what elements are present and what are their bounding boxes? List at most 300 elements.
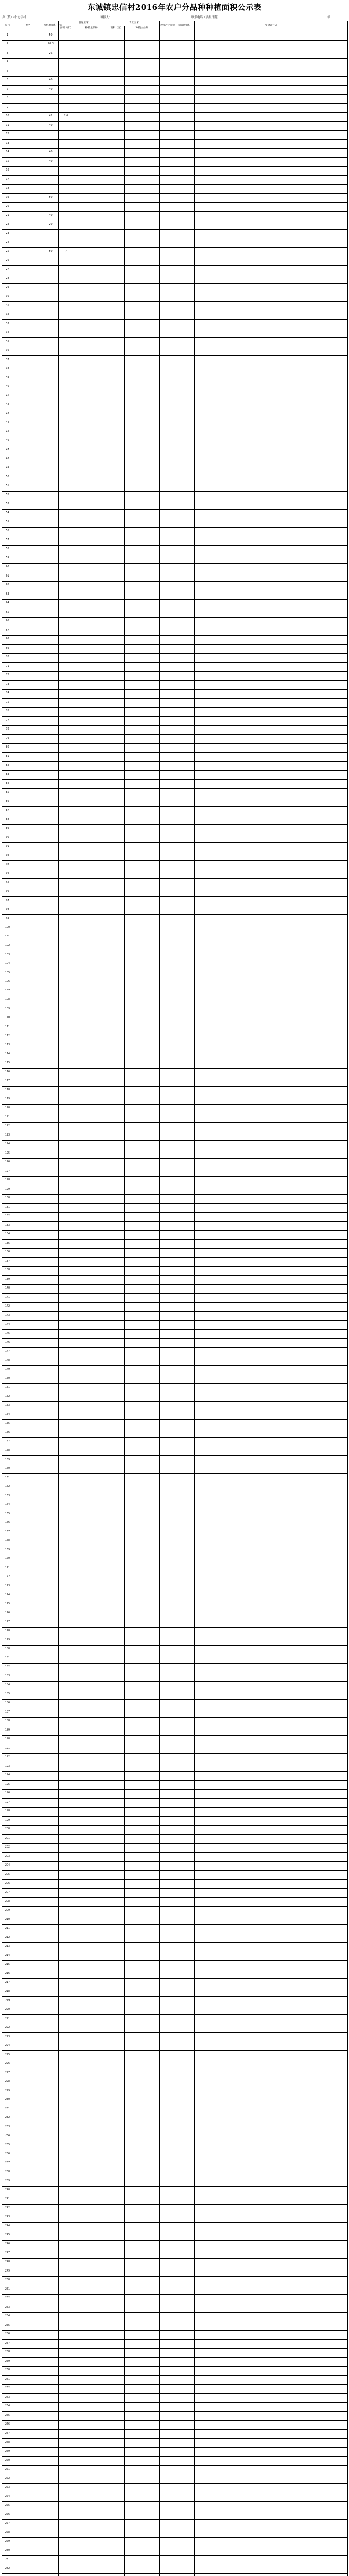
soy-area-cell (109, 67, 125, 77)
table-row (2, 365, 348, 374)
id-number-cell (195, 2294, 348, 2303)
total-area-cell (160, 1258, 177, 1267)
soy-variety-cell (125, 789, 160, 798)
sown-area-cell (177, 302, 195, 311)
soy-area-cell (109, 464, 125, 473)
rice-area-cell (59, 2348, 74, 2358)
sown-area-cell (177, 1276, 195, 1285)
rice-area-cell (59, 1970, 74, 1979)
total-area-cell (160, 2258, 177, 2267)
soy-variety-cell (125, 906, 160, 915)
table-row (2, 1618, 348, 1628)
table-row (2, 1240, 348, 1249)
soy-variety-cell (125, 1609, 160, 1618)
rice-variety-cell (74, 1889, 109, 1898)
total-area-cell (160, 491, 177, 500)
table-row (2, 2402, 348, 2412)
sown-area-cell (177, 1835, 195, 1844)
rice-variety-cell (74, 2376, 109, 2385)
planting-table (2, 21, 348, 2576)
contract-area-cell (43, 428, 59, 437)
contract-area-cell (43, 1266, 59, 1276)
sown-area-cell (177, 1176, 195, 1185)
soy-area-cell (109, 1726, 125, 1736)
sown-area-cell (177, 1961, 195, 1970)
contract-area-cell (43, 1402, 59, 1411)
soy-area-cell (109, 1393, 125, 1402)
soy-area-cell (109, 735, 125, 744)
id-number-cell (195, 1284, 348, 1294)
soy-area-cell (109, 1095, 125, 1105)
rice-variety-cell (74, 2358, 109, 2367)
id-number-cell (195, 2321, 348, 2331)
soy-variety-cell (125, 2529, 160, 2538)
contract-area-cell (43, 1916, 59, 1925)
header-contract-land: 播种面积 (177, 21, 195, 31)
seq-cell: 168 (2, 1537, 13, 1546)
seq-cell: 150 (2, 1375, 13, 1384)
soy-variety-cell (125, 1510, 160, 1519)
sown-area-cell (177, 2060, 195, 2069)
soy-area-cell (109, 2168, 125, 2177)
id-number-cell (195, 933, 348, 942)
soy-variety-cell (125, 2267, 160, 2277)
soy-area-cell (109, 771, 125, 780)
rice-variety-cell (74, 798, 109, 807)
sown-area-cell (177, 2366, 195, 2376)
total-area-cell (160, 311, 177, 320)
soy-area-cell (109, 825, 125, 834)
sown-area-cell (177, 1853, 195, 1862)
contract-area-cell (43, 1149, 59, 1159)
header-seq: 序号 (2, 21, 13, 31)
table-row (2, 284, 348, 293)
soy-variety-cell (125, 1113, 160, 1123)
name-cell (13, 518, 43, 528)
total-area-cell (160, 482, 177, 492)
sown-area-cell (177, 2303, 195, 2313)
id-number-cell (195, 978, 348, 987)
id-number-cell (195, 1979, 348, 1988)
table-row (2, 1735, 348, 1744)
soy-variety-cell (125, 572, 160, 582)
soy-area-cell (109, 2511, 125, 2520)
sown-area-cell (177, 2033, 195, 2042)
soy-area-cell (109, 897, 125, 906)
sown-area-cell (177, 1528, 195, 1537)
rice-area-cell (59, 2051, 74, 2060)
sown-area-cell (177, 1429, 195, 1438)
name-cell (13, 608, 43, 618)
soy-variety-cell (125, 1943, 160, 1952)
seq-cell: 141 (2, 1294, 13, 1303)
rice-area-cell (59, 1799, 74, 1808)
seq-cell: 220 (2, 2006, 13, 2015)
rice-area-cell (59, 1582, 74, 1591)
sown-area-cell (177, 2186, 195, 2195)
table-row (2, 122, 348, 131)
contract-area-cell (43, 2556, 59, 2565)
contract-area-cell (43, 608, 59, 618)
total-area-cell (160, 933, 177, 942)
seq-cell: 108 (2, 996, 13, 1005)
rice-area-cell (59, 1708, 74, 1718)
seq-cell: 241 (2, 2195, 13, 2205)
rice-area-cell (59, 888, 74, 897)
sown-area-cell (177, 2456, 195, 2466)
contract-area-cell (43, 1672, 59, 1682)
seq-cell: 77 (2, 717, 13, 726)
id-number-cell (195, 2285, 348, 2295)
name-cell (13, 1600, 43, 1609)
soy-variety-cell (125, 2177, 160, 2187)
rice-variety-cell (74, 2402, 109, 2412)
total-area-cell (160, 942, 177, 951)
total-area-cell (160, 1735, 177, 1744)
rice-variety-cell (74, 2420, 109, 2430)
total-area-cell (160, 1907, 177, 1916)
rice-area-cell (59, 2222, 74, 2231)
name-cell (13, 1294, 43, 1303)
contract-area-cell (43, 1212, 59, 1222)
soy-variety-cell (125, 1294, 160, 1303)
soy-area-cell (109, 1988, 125, 1997)
sown-area-cell (177, 1402, 195, 1411)
soy-variety-cell (125, 1843, 160, 1853)
sown-area-cell (177, 2240, 195, 2249)
table-row (2, 2087, 348, 2096)
soy-variety-cell (125, 2240, 160, 2249)
rice-area-cell (59, 617, 74, 626)
total-area-cell (160, 527, 177, 536)
name-cell (13, 1375, 43, 1384)
soy-variety-cell (125, 2456, 160, 2466)
name-cell (13, 1167, 43, 1177)
total-area-cell (160, 888, 177, 897)
table-row (2, 230, 348, 239)
table-row (2, 2412, 348, 2421)
rice-area-cell (59, 2132, 74, 2141)
table-row (2, 356, 348, 365)
soy-area-cell (109, 1879, 125, 1889)
rice-area-cell (59, 1014, 74, 1023)
soy-variety-cell (125, 500, 160, 510)
name-cell (13, 1023, 43, 1032)
contract-area-cell (43, 482, 59, 492)
id-number-cell (195, 2384, 348, 2394)
id-number-cell (195, 266, 348, 275)
rice-area-cell (59, 1041, 74, 1050)
soy-variety-cell (125, 725, 160, 735)
rice-area-cell (59, 2402, 74, 2412)
rice-variety-cell (74, 2177, 109, 2187)
rice-area-cell (59, 924, 74, 933)
sown-area-cell (177, 1284, 195, 1294)
contract-area-cell (43, 1122, 59, 1131)
id-number-cell (195, 1312, 348, 1321)
contract-area-cell (43, 1519, 59, 1528)
sown-area-cell (177, 1889, 195, 1898)
total-area-cell (160, 1807, 177, 1817)
table-row (2, 2547, 348, 2556)
soy-variety-cell (125, 1312, 160, 1321)
name-cell (13, 1095, 43, 1105)
name-cell (13, 410, 43, 419)
seq-cell: 40 (2, 383, 13, 392)
id-number-cell (195, 1276, 348, 1285)
contract-area-cell (43, 2096, 59, 2105)
sown-area-cell (177, 1041, 195, 1050)
id-number-cell (195, 1393, 348, 1402)
rice-area-cell (59, 356, 74, 365)
id-number-cell (195, 2231, 348, 2241)
table-row (2, 1825, 348, 1835)
soy-variety-cell (125, 166, 160, 176)
soy-area-cell (109, 1248, 125, 1258)
total-area-cell (160, 401, 177, 410)
rice-variety-cell (74, 951, 109, 960)
id-number-cell (195, 1609, 348, 1618)
table-row (2, 1302, 348, 1312)
contract-area-cell (43, 2069, 59, 2078)
soy-area-cell (109, 1591, 125, 1600)
seq-cell: 247 (2, 2249, 13, 2259)
id-number-cell (195, 951, 348, 960)
contract-area-cell (43, 2394, 59, 2403)
rice-area-cell (59, 2276, 74, 2285)
contract-area-cell (43, 437, 59, 446)
rice-area-cell (59, 2547, 74, 2556)
sown-area-cell (177, 1979, 195, 1988)
rice-area-cell (59, 1681, 74, 1690)
seq-cell: 95 (2, 879, 13, 888)
seq-cell: 116 (2, 1068, 13, 1077)
soy-area-cell (109, 1807, 125, 1817)
id-number-cell (195, 1212, 348, 1222)
seq-cell: 43 (2, 410, 13, 419)
rice-area-cell (59, 1753, 74, 1762)
contract-area-cell (43, 1041, 59, 1050)
seq-cell: 20 (2, 202, 13, 212)
rice-area-cell (59, 464, 74, 473)
rice-variety-cell (74, 1699, 109, 1708)
total-area-cell (160, 960, 177, 969)
table-row (2, 1284, 348, 1294)
table-row (2, 1230, 348, 1240)
seq-cell: 85 (2, 789, 13, 798)
seq-cell: 111 (2, 1023, 13, 1032)
soy-area-cell (109, 329, 125, 338)
sown-area-cell (177, 2105, 195, 2114)
soy-area-cell (109, 2475, 125, 2484)
rice-variety-cell (74, 1041, 109, 1050)
sown-area-cell (177, 410, 195, 419)
soy-area-cell (109, 1357, 125, 1366)
seq-cell: 115 (2, 1059, 13, 1069)
total-area-cell (160, 275, 177, 284)
rice-area-cell (59, 184, 74, 194)
table-row (2, 761, 348, 771)
rice-area-cell (59, 2231, 74, 2241)
sown-area-cell (177, 1068, 195, 1077)
contract-area-cell (43, 2051, 59, 2060)
id-number-cell (195, 455, 348, 464)
rice-area-cell (59, 401, 74, 410)
contract-area-cell (43, 699, 59, 708)
soy-variety-cell (125, 311, 160, 320)
contract-area-cell (43, 1384, 59, 1393)
soy-area-cell (109, 681, 125, 690)
total-area-cell (160, 2366, 177, 2376)
name-cell (13, 392, 43, 401)
total-area-cell (160, 1474, 177, 1483)
township-label: 乡（镇）村： (2, 14, 19, 21)
total-area-cell (160, 293, 177, 302)
table-row (2, 2150, 348, 2159)
id-number-cell (195, 464, 348, 473)
id-number-cell (195, 437, 348, 446)
rice-variety-cell (74, 2105, 109, 2114)
id-number-cell (195, 2547, 348, 2556)
total-area-cell (160, 104, 177, 113)
name-cell (13, 2222, 43, 2231)
seq-cell: 179 (2, 1636, 13, 1646)
seq-cell: 281 (2, 2556, 13, 2565)
rice-variety-cell (74, 1185, 109, 1195)
name-cell (13, 356, 43, 365)
sown-area-cell (177, 1483, 195, 1492)
name-cell (13, 347, 43, 356)
table-row (2, 1167, 348, 1177)
id-number-cell (195, 1555, 348, 1564)
seq-cell: 206 (2, 1879, 13, 1889)
header-soy-group: 青贮玉米 (109, 21, 160, 26)
seq-cell: 238 (2, 2168, 13, 2177)
soy-variety-cell (125, 1411, 160, 1420)
soy-variety-cell (125, 1375, 160, 1384)
soy-variety-cell (125, 1618, 160, 1628)
name-cell (13, 31, 43, 41)
rice-variety-cell (74, 122, 109, 131)
name-cell (13, 1005, 43, 1014)
rice-variety-cell (74, 2168, 109, 2177)
table-row (2, 1041, 348, 1050)
id-number-cell (195, 2123, 348, 2132)
rice-variety-cell (74, 572, 109, 582)
id-number-cell (195, 2376, 348, 2385)
soy-area-cell (109, 1059, 125, 1069)
sown-area-cell (177, 1447, 195, 1456)
name-cell (13, 86, 43, 95)
contract-area-cell (43, 1663, 59, 1672)
soy-area-cell (109, 356, 125, 365)
id-number-cell (195, 717, 348, 726)
rice-variety-cell (74, 1979, 109, 1988)
sown-area-cell (177, 2430, 195, 2439)
soy-area-cell (109, 2484, 125, 2493)
id-number-cell (195, 2312, 348, 2321)
soy-variety-cell (125, 1438, 160, 1447)
seq-cell: 278 (2, 2529, 13, 2538)
sown-area-cell (177, 2222, 195, 2231)
soy-area-cell (109, 239, 125, 248)
id-number-cell (195, 67, 348, 77)
seq-cell: 73 (2, 681, 13, 690)
id-number-cell (195, 1483, 348, 1492)
contract-area-cell (43, 1762, 59, 1772)
table-row (2, 104, 348, 113)
id-number-cell (195, 1348, 348, 1357)
id-number-cell (195, 293, 348, 302)
rice-variety-cell (74, 1032, 109, 1041)
name-cell (13, 915, 43, 924)
contract-area-cell (43, 1131, 59, 1141)
table-row (2, 2511, 348, 2520)
seq-cell: 158 (2, 1447, 13, 1456)
seq-cell: 155 (2, 1420, 13, 1429)
total-area-cell (160, 518, 177, 528)
contract-area-cell (43, 870, 59, 879)
soy-variety-cell (125, 1699, 160, 1708)
soy-area-cell (109, 663, 125, 672)
id-number-cell (195, 76, 348, 86)
soy-area-cell (109, 2060, 125, 2069)
sown-area-cell (177, 2484, 195, 2493)
name-cell (13, 870, 43, 879)
rice-area-cell (59, 266, 74, 275)
rice-area-cell (59, 1591, 74, 1600)
rice-area-cell (59, 202, 74, 212)
rice-area-cell (59, 2141, 74, 2150)
rice-variety-cell (74, 753, 109, 762)
table-row (2, 518, 348, 528)
contract-area-cell (43, 1636, 59, 1646)
soy-area-cell (109, 888, 125, 897)
table-row (2, 1861, 348, 1871)
seq-cell: 113 (2, 1041, 13, 1050)
soy-variety-cell (125, 212, 160, 221)
soy-variety-cell (125, 2520, 160, 2529)
name-cell (13, 969, 43, 978)
contract-area-cell (43, 1258, 59, 1267)
sown-area-cell (177, 1366, 195, 1375)
id-number-cell (195, 2276, 348, 2285)
seq-cell: 56 (2, 527, 13, 536)
sown-area-cell (177, 1636, 195, 1646)
table-row (2, 626, 348, 636)
id-number-cell (195, 1573, 348, 1582)
soy-variety-cell (125, 2556, 160, 2565)
table-row (2, 94, 348, 104)
sown-area-cell (177, 789, 195, 798)
total-area-cell (160, 951, 177, 960)
id-number-cell (195, 374, 348, 383)
sown-area-cell (177, 2348, 195, 2358)
rice-area-cell (59, 861, 74, 870)
sown-area-cell (177, 960, 195, 969)
rice-area-cell (59, 1240, 74, 1249)
id-number-cell (195, 1916, 348, 1925)
contract-area-cell (43, 518, 59, 528)
contract-area-cell (43, 1005, 59, 1014)
name-cell (13, 2330, 43, 2340)
soy-area-cell (109, 148, 125, 158)
seq-cell: 156 (2, 1429, 13, 1438)
rice-variety-cell (74, 1970, 109, 1979)
soy-variety-cell (125, 1140, 160, 1149)
contract-area-cell (43, 140, 59, 149)
soy-variety-cell (125, 1708, 160, 1718)
